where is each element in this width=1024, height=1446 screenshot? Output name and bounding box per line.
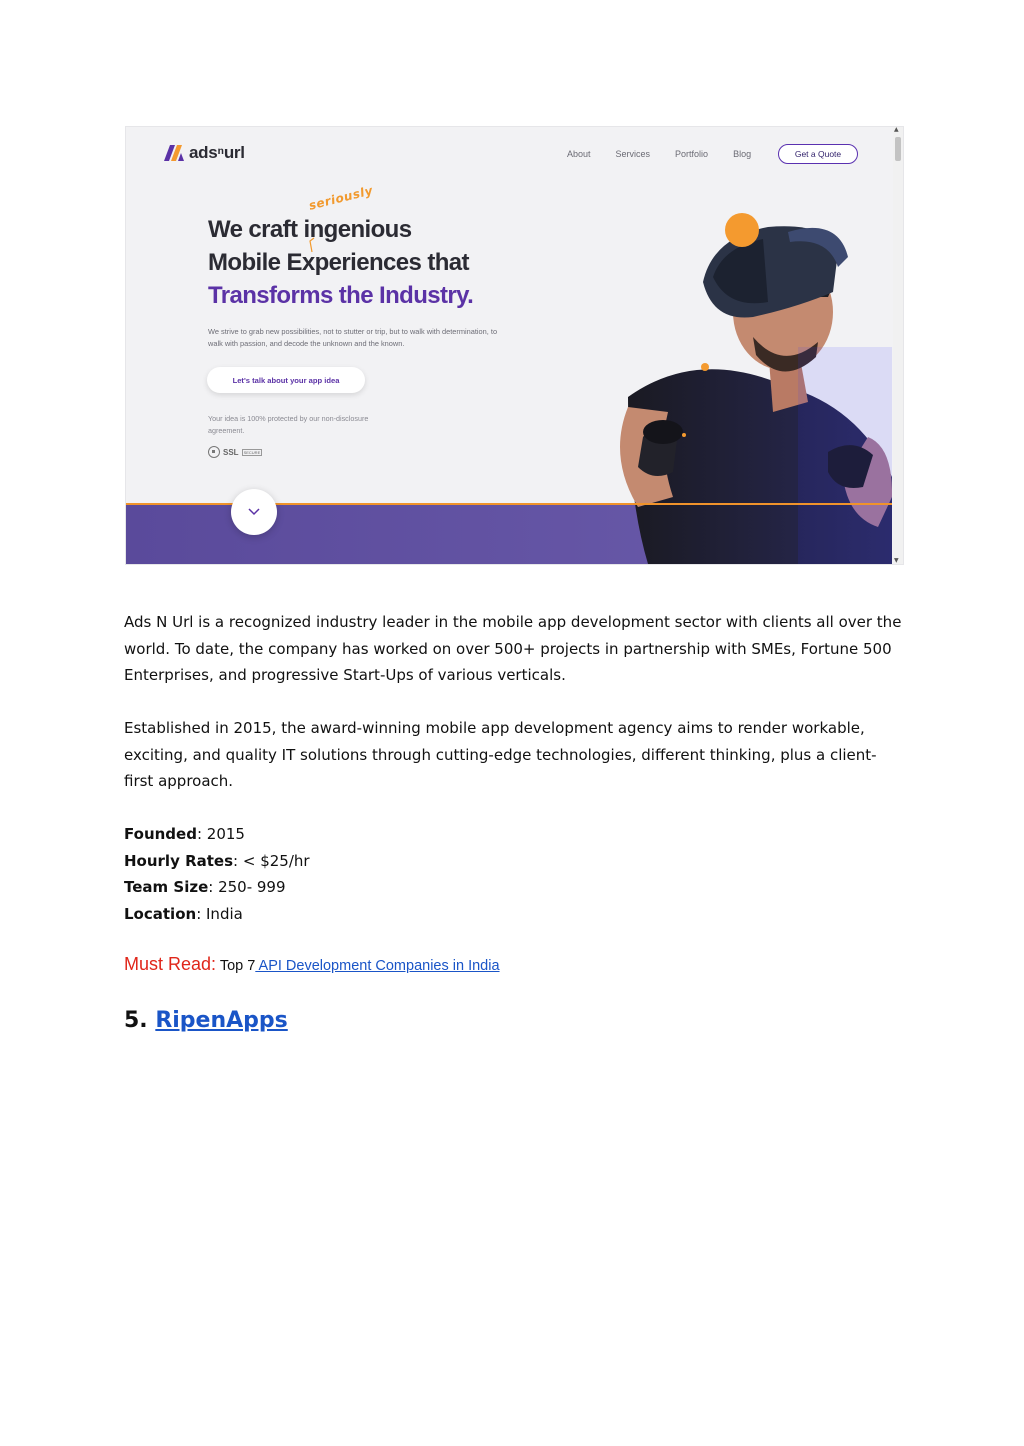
brand-logo[interactable] [164, 143, 245, 163]
fact-founded [124, 821, 310, 848]
scroll-up-arrow-icon[interactable]: ▲ [894, 126, 899, 133]
website-screenshot [125, 126, 904, 565]
logo-icon [164, 145, 186, 161]
screenshot-scrollbar[interactable] [893, 127, 903, 564]
ssl-badge [208, 446, 262, 458]
hero-subtext: We strive to grab new possibilities, not to stutter or trip, but to walk with determination, to walk with passion, and decode the unknown and the known. [208, 327, 498, 348]
scroll-down-button[interactable] [231, 489, 277, 535]
must-read-link[interactable]: API Development Companies in India [255, 958, 500, 974]
nav-item-portfolio[interactable]: Portfolio [675, 149, 709, 159]
hero-line-1: We craft ingenious [208, 216, 412, 243]
nav-item-about[interactable]: About [567, 149, 591, 159]
fact-hourly-rates [124, 848, 310, 875]
talk-about-app-idea-button[interactable]: Let's talk about your app idea [207, 367, 365, 393]
section-heading-ripenapps [124, 1008, 288, 1033]
fact-team-size [124, 874, 310, 901]
seriously-script-text: seriously [307, 183, 375, 213]
must-read-line [124, 954, 500, 975]
nav-item-blog[interactable]: Blog [733, 149, 752, 159]
top-nav [567, 149, 776, 159]
hero-line-2: Mobile Experiences that [208, 249, 469, 276]
ripenapps-link[interactable]: RipenApps [155, 1008, 288, 1033]
company-facts [124, 821, 310, 927]
fact-label: Hourly Rates [124, 851, 234, 870]
orange-circle-decoration [725, 213, 759, 247]
heading-number: 5. [124, 1008, 156, 1033]
scroll-down-arrow-icon[interactable]: ▼ [894, 557, 899, 564]
get-a-quote-button[interactable]: Get a Quote [778, 144, 858, 164]
hero-line-3: Transforms the Industry. [208, 282, 474, 309]
chevron-down-icon [248, 508, 260, 516]
must-read-prefix: Top 7 [216, 958, 256, 974]
hero-title [208, 213, 473, 312]
nda-note: Your idea is 100% protected by our non-disclosure agreement. [208, 414, 369, 435]
fact-value: : 250- 999 [208, 878, 286, 896]
lock-icon [208, 446, 220, 458]
ssl-label: SSL [223, 447, 239, 457]
fact-label: Location [124, 904, 197, 923]
vr-headset-person-image [498, 197, 892, 564]
must-read-label: Must Read: [124, 954, 217, 974]
fact-label: Founded [124, 825, 197, 843]
fact-value: : < $25/hr [233, 851, 310, 870]
fact-value: : 2015 [196, 825, 245, 843]
fact-location [124, 901, 310, 928]
intro-paragraph: Ads N Url is a recognized industry leader in the mobile app development sector with clients all over the world. To date, the company has worked on over 500+ projects in partnership with SMEs, Fortune 500 Enterprises, and progressive Start-Ups of various verticals. [124, 613, 902, 684]
established-paragraph: Established in 2015, the award-winning mobile app development agency aims to render workable, exciting, and quality IT solutions through cutting-edge technologies, different thinking, plus a client-first approach. [124, 719, 877, 790]
nav-item-services[interactable]: Services [615, 149, 651, 159]
logo-text: adsⁿurl [189, 143, 245, 162]
ssl-secure-label: SECURE [243, 449, 261, 455]
fact-label: Team Size [124, 878, 209, 896]
fact-value: : India [196, 904, 243, 923]
scrollbar-thumb[interactable] [895, 137, 901, 161]
